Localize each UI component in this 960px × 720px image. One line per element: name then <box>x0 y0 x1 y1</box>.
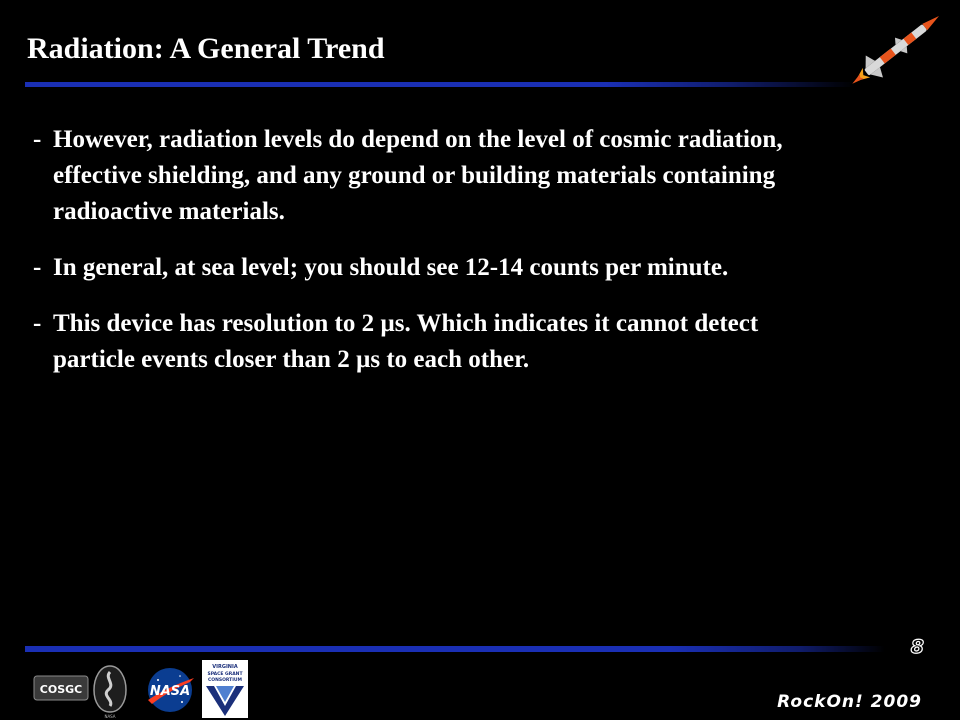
slide-title: Radiation: A General Trend <box>27 32 385 65</box>
bullet-marker: - <box>33 310 42 337</box>
rocket-icon <box>838 4 958 92</box>
bullet-marker: - <box>33 254 42 281</box>
bullet-item <box>33 122 793 230</box>
bullet-text: In general, at sea level; you should see 12-14 counts per minute. <box>53 254 729 281</box>
footer-divider <box>25 646 885 652</box>
bullet-marker: - <box>33 126 42 153</box>
svg-text:COSGC: COSGC <box>39 683 83 696</box>
sponsor-logos <box>30 658 260 720</box>
bullet-item <box>33 306 793 378</box>
bullet-text: This device has resolution to 2 µs. Which indicates it cannot detect particle events closer than 2 µs to each other. <box>53 310 759 373</box>
bullet-text: However, radiation levels do depend on the level of cosmic radiation, effective shielding, and any ground or building materials containing radioactive materials. <box>53 126 783 225</box>
footer-brand: RockOn! 2009 <box>777 692 922 712</box>
bullet-list <box>33 122 793 398</box>
svg-text:CONSORTIUM: CONSORTIUM <box>207 678 243 683</box>
nasa-meatball-logo <box>148 668 194 712</box>
cosgc-logo <box>34 676 88 700</box>
svg-text:NASA: NASA <box>104 714 116 719</box>
bullet-item <box>33 250 793 286</box>
title-divider <box>25 82 855 87</box>
nasa-wing-logo <box>94 666 126 719</box>
page-number: 8 <box>910 636 924 658</box>
svg-text:NASA: NASA <box>149 684 191 699</box>
svg-text:SPACE GRANT: SPACE GRANT <box>207 672 243 677</box>
vsgc-logo <box>202 660 248 718</box>
svg-text:VIRGINIA: VIRGINIA <box>212 664 238 670</box>
